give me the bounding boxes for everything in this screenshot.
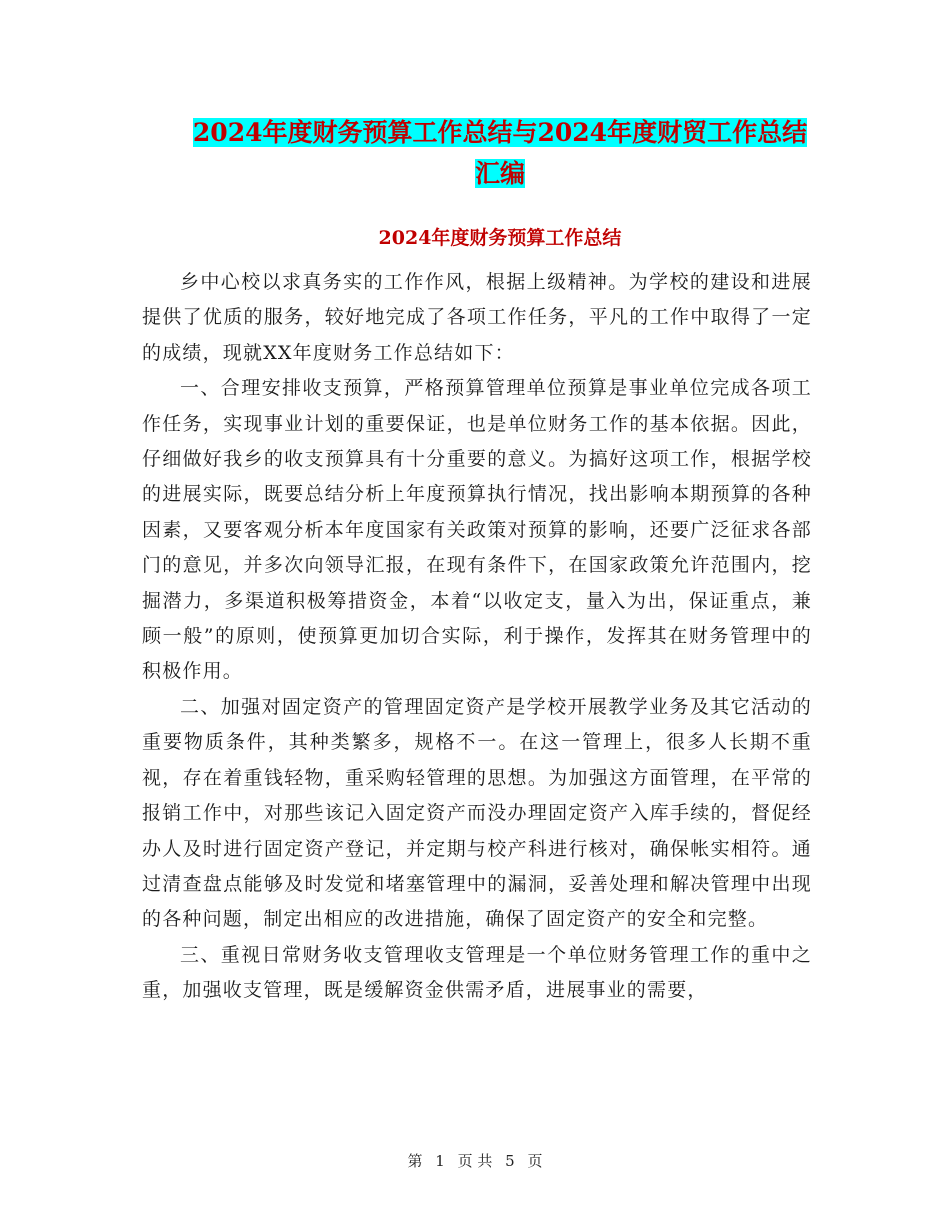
paragraph-daily-finance: 三、重视日常财务收支管理收支管理是一个单位财务管理工作的重中之重，加强收支管理，既是缓解资金供需矛盾，进展事业的需要， (142, 943, 812, 1002)
page-number-suffix: 页 (527, 1152, 543, 1170)
paragraph-fixed-assets: 二、加强对固定资产的管理固定资产是学校开展教学业务及其它活动的重要物质条件，其种类繁多，规格不一。在这一管理上，很多人长期不重视，存在着重钱轻物，重采购轻管理的思想。为加强这方面管理，在平常的报销工作中，对那些该记入固定资产而没办理固定资产入库手续的，督促经办人及时进行固定资产登记，并定期与校产科进行核对，确保帐实相符。通过清查盘点能够及时发觉和堵塞管理中的漏洞，妥善处理和解决管理中出现的各种问题，制定出相应的改进措施，确保了固定资产的安全和完整。 (142, 695, 812, 931)
document-title-line2: 汇编 (474, 159, 525, 188)
page-number-current: 1 (435, 1152, 445, 1170)
section-title: 2024年度财务预算工作总结 (378, 227, 622, 249)
document-title (140, 112, 860, 194)
page-number-mid: 页 共 (457, 1152, 493, 1170)
document-body (142, 265, 812, 1009)
paragraph-budget: 一、合理安排收支预算，严格预算管理单位预算是事业单位完成各项工作任务，实现事业计划的重要保证，也是单位财务工作的基本依据。因此，仔细做好我乡的收支预算具有十分重要的意义。为搞好这项工作，根据学校的进展实际，既要总结分析上年度预算执行情况，找出影响本期预算的各种因素，又要客观分析本年度国家有关政策对预算的影响，还要广泛征求各部门的意见，并多次向领导汇报，在现有条件下，在国家政策允许范围内，挖掘潜力，多渠道积极筹措资金，本着“以收定支，量入为出，保证重点，兼顾一般”的原则，使预算更加切合实际，利于操作，发挥其在财务管理中的积极作用。 (142, 377, 812, 683)
document-title-line1: 2024年度财务预算工作总结与2024年度财贸工作总结 (192, 118, 808, 147)
paragraph-intro: 乡中心校以求真务实的工作作风，根据上级精神。为学校的建设和进展提供了优质的服务，较好地完成了各项工作任务，平凡的工作中取得了一定的成绩，现就XX年度财务工作总结如下： (142, 271, 812, 364)
page-number-prefix: 第 (407, 1152, 423, 1170)
page-number-total: 5 (505, 1152, 515, 1170)
page-footer (0, 1150, 950, 1171)
